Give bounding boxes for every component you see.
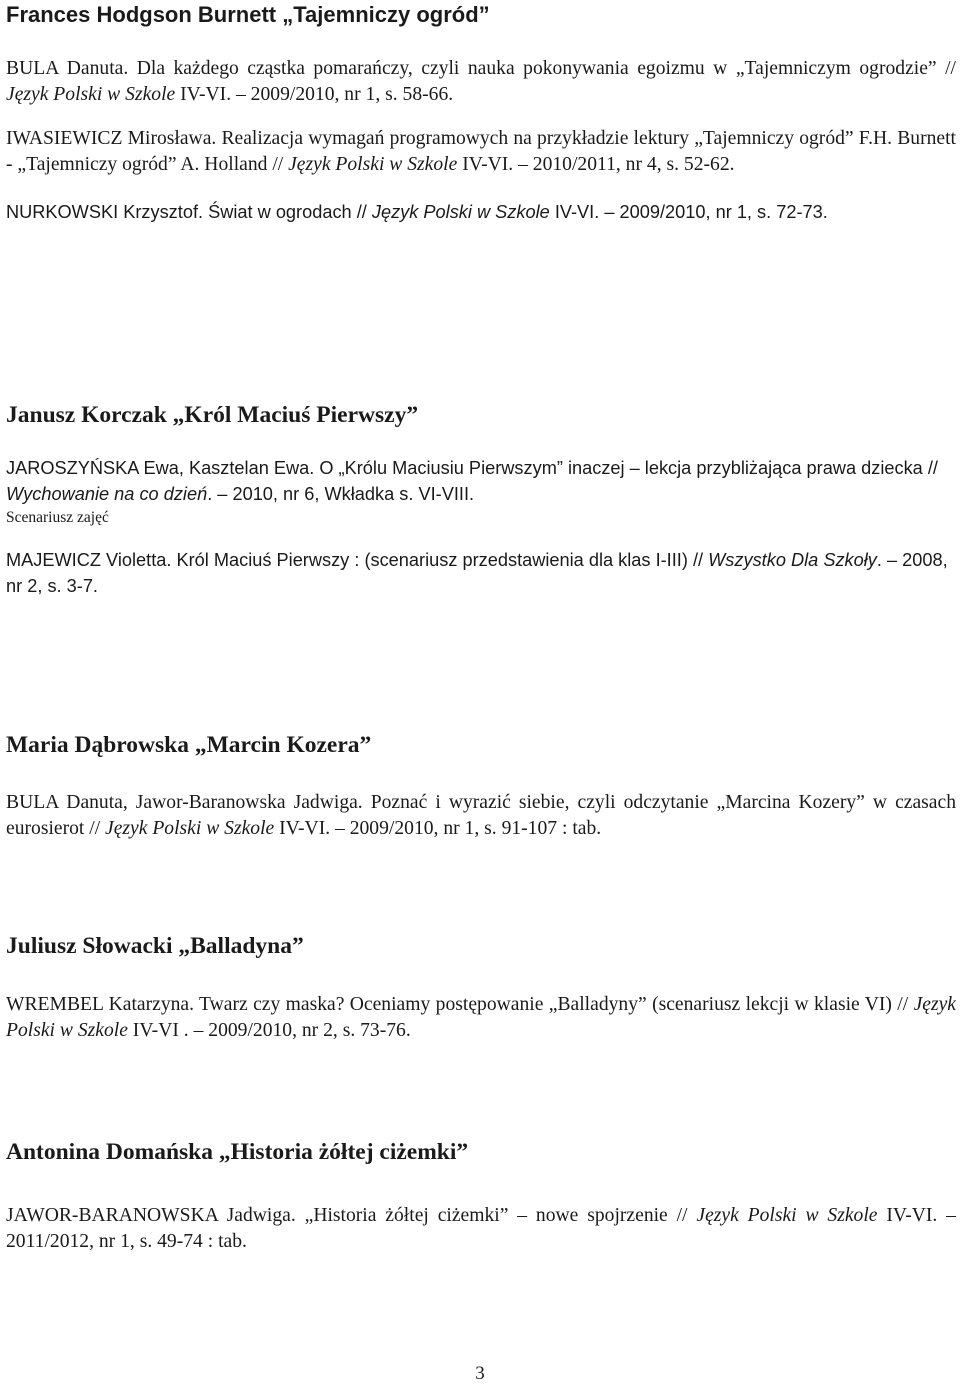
- section-heading: Juliusz Słowacki „Balladyna”: [6, 933, 304, 959]
- bibliography-entry: BULA Danuta. Dla każdego cząstka pomarańczy, czyli nauka pokonywania egoizmu w „Tajemniczym ogrodzie” // Język Polski w Szkole IV-VI. – 2009/2010, nr 1, s. 58-66.: [6, 58, 956, 105]
- section-heading: Frances Hodgson Burnett „Tajemniczy ogród”: [6, 2, 490, 27]
- bibliography-entry: BULA Danuta, Jawor-Baranowska Jadwiga. Poznać i wyrazić siebie, czyli odczytanie „Marcina Kozery” w czasach eurosierot // Język Polski w Szkole IV-VI. – 2009/2010, nr 1, s. 91-107 : tab.: [6, 792, 956, 839]
- section-heading: Janusz Korczak „Król Maciuś Pierwszy”: [6, 402, 419, 428]
- section-domanska: [6, 1137, 956, 1255]
- bibliography-entry: IWASIEWICZ Mirosława. Realizacja wymagań programowych na przykładzie lektury „Tajemniczy ogród” F.H. Burnett - „Tajemniczy ogród” A. Holland // Język Polski w Szkole IV-VI. – 2010/2011, nr 4, s. 52-62.: [6, 128, 956, 175]
- page-number: 3: [475, 1363, 485, 1384]
- section-korczak: [6, 400, 956, 599]
- section-heading: Maria Dąbrowska „Marcin Kozera”: [6, 732, 372, 758]
- bibliography-entry: JAROSZYŃSKA Ewa, Kasztelan Ewa. O „Królu Maciusiu Pierwszym” inaczej – lekcja przybliżająca prawa dziecka // Wychowanie na co dzień. – 2010, nr 6, Wkładka s. VI-VIII.: [6, 458, 938, 504]
- bibliography-entry: WREMBEL Katarzyna. Twarz czy maska? Oceniamy postępowanie „Balladyny” (scenariusz lekcji w klasie VI) // Język Polski w Szkole IV-VI . – 2009/2010, nr 2, s. 73-76.: [6, 994, 956, 1041]
- section-dabrowska: [6, 730, 956, 842]
- bibliography-entry: NURKOWSKI Krzysztof. Świat w ogrodach // Język Polski w Szkole IV-VI. – 2009/2010, nr 1, s. 72-73.: [6, 202, 828, 222]
- section-slowacki: [6, 931, 956, 1044]
- section-heading: Antonina Domańska „Historia żółtej ciżemki”: [6, 1139, 469, 1165]
- section-burnett: [6, 0, 956, 225]
- note-label: Scenariusz zajęć: [6, 509, 109, 526]
- bibliography-entry: JAWOR-BARANOWSKA Jadwiga. „Historia żółtej ciżemki” – nowe spojrzenie // Język Polski w Szkole IV-VI. – 2011/2012, nr 1, s. 49-74 : tab.: [6, 1205, 956, 1252]
- bibliography-entry: MAJEWICZ Violetta. Król Maciuś Pierwszy : (scenariusz przedstawienia dla klas I-III) // Wszystko Dla Szkoły. – 2008, nr 2, s. 3-7.: [6, 550, 948, 596]
